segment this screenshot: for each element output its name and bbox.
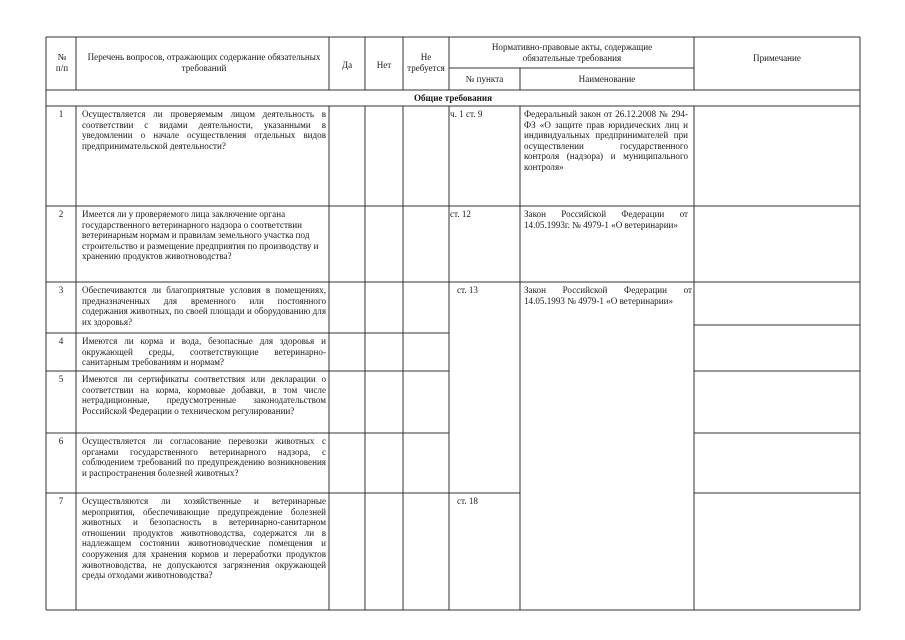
row-7-num: 7 <box>58 496 64 506</box>
header-no: Нет <box>376 60 392 70</box>
row-4-num: 4 <box>58 336 64 346</box>
row-1-act: Федеральный закон от 26.12.2008 № 294-ФЗ «О защите прав юридических лиц и индивидуальных предпринимателей при осуществлении государственного контроля (надзора) и муниципального контроля» <box>524 109 688 172</box>
header-acts: Нормативно-правовые акты, содержащие обязательные требования <box>491 42 653 63</box>
header-num: № п/п <box>55 52 69 73</box>
row-3-act: Закон Российской Федерации от 14.05.1993 № 4979-1 «О ветеринарии» <box>524 285 692 306</box>
row-7-item: ст. 18 <box>457 496 478 506</box>
row-1-question: Осуществляется ли проверяемым лицом деятельность в соответствии с видами деятельности, указанными в уведомлении о начале осуществления отдельных видов предпринимательской деятельности? <box>82 109 326 151</box>
row-6-num: 6 <box>58 436 64 446</box>
row-2-item: ст. 12 <box>450 209 471 219</box>
row-7-question: Осуществляются ли хозяйственные и ветеринарные мероприятия, обеспечивающие предупреждение болезней животных и безопасность в ветеринарно-санитарном отношении продуктов животноводства, содержатся ли в надлежащем состоянии животноводческие помещения и сооружения для хранения кормов и переработки продуктов животноводства, не допускаются загрязнения окружающей среды отходами животноводства? <box>82 496 326 581</box>
row-1-num: 1 <box>58 109 64 119</box>
row-6-question: Осуществляется ли согласование перевозки животных с органами государственного ветеринарного надзора, с соблюдением требований по предупреждению возникновения и распространения болезней животных? <box>82 436 326 478</box>
row-3-question: Обеспечиваются ли благоприятные условия в помещениях, предназначенных для временного или постоянного содержания животных, по своей площади и оборудованию для их здоровья? <box>82 285 326 327</box>
header-name: Наименование <box>578 74 636 84</box>
row-2-question: Имеется ли у проверяемого лица заключение органа государственного ветеринарного надзора о соответствии ветеринарным нормам и правилам земельного участка под строительство и размещение предприятия по производству и хранению продуктов животноводства? <box>82 209 319 262</box>
row-3-num: 3 <box>58 285 64 295</box>
header-questions: Перечень вопросов, отражающих содержание обязательных требований <box>87 52 321 73</box>
row-5-question: Имеются ли сертификаты соответствия или декларации о соответствии на корма, кормовые добавки, в том числе нетрадиционные, предусмотренные законодательством Российской Федерации о техническом регулировании? <box>82 374 326 416</box>
row-2-num: 2 <box>58 209 64 219</box>
header-yes: Да <box>341 60 353 70</box>
row-5-num: 5 <box>58 374 64 384</box>
header-note: Примечание <box>753 53 801 63</box>
row-3-item: ст. 13 <box>457 285 478 295</box>
row-1-item: ч. 1 ст. 9 <box>450 109 483 119</box>
header-item-no: № пункта <box>465 74 504 84</box>
header-not-required: Не требуется <box>407 52 445 73</box>
section-title: Общие требования <box>413 93 493 103</box>
row-4-question: Имеются ли корма и вода, безопасные для здоровья и окружающей среды, соответствующие ветеринарно-санитарным требованиям и нормам? <box>82 336 326 368</box>
row-2-act: Закон Российской Федерации от 14.05.1993г. № 4979-1 «О ветеринарии» <box>524 209 688 230</box>
